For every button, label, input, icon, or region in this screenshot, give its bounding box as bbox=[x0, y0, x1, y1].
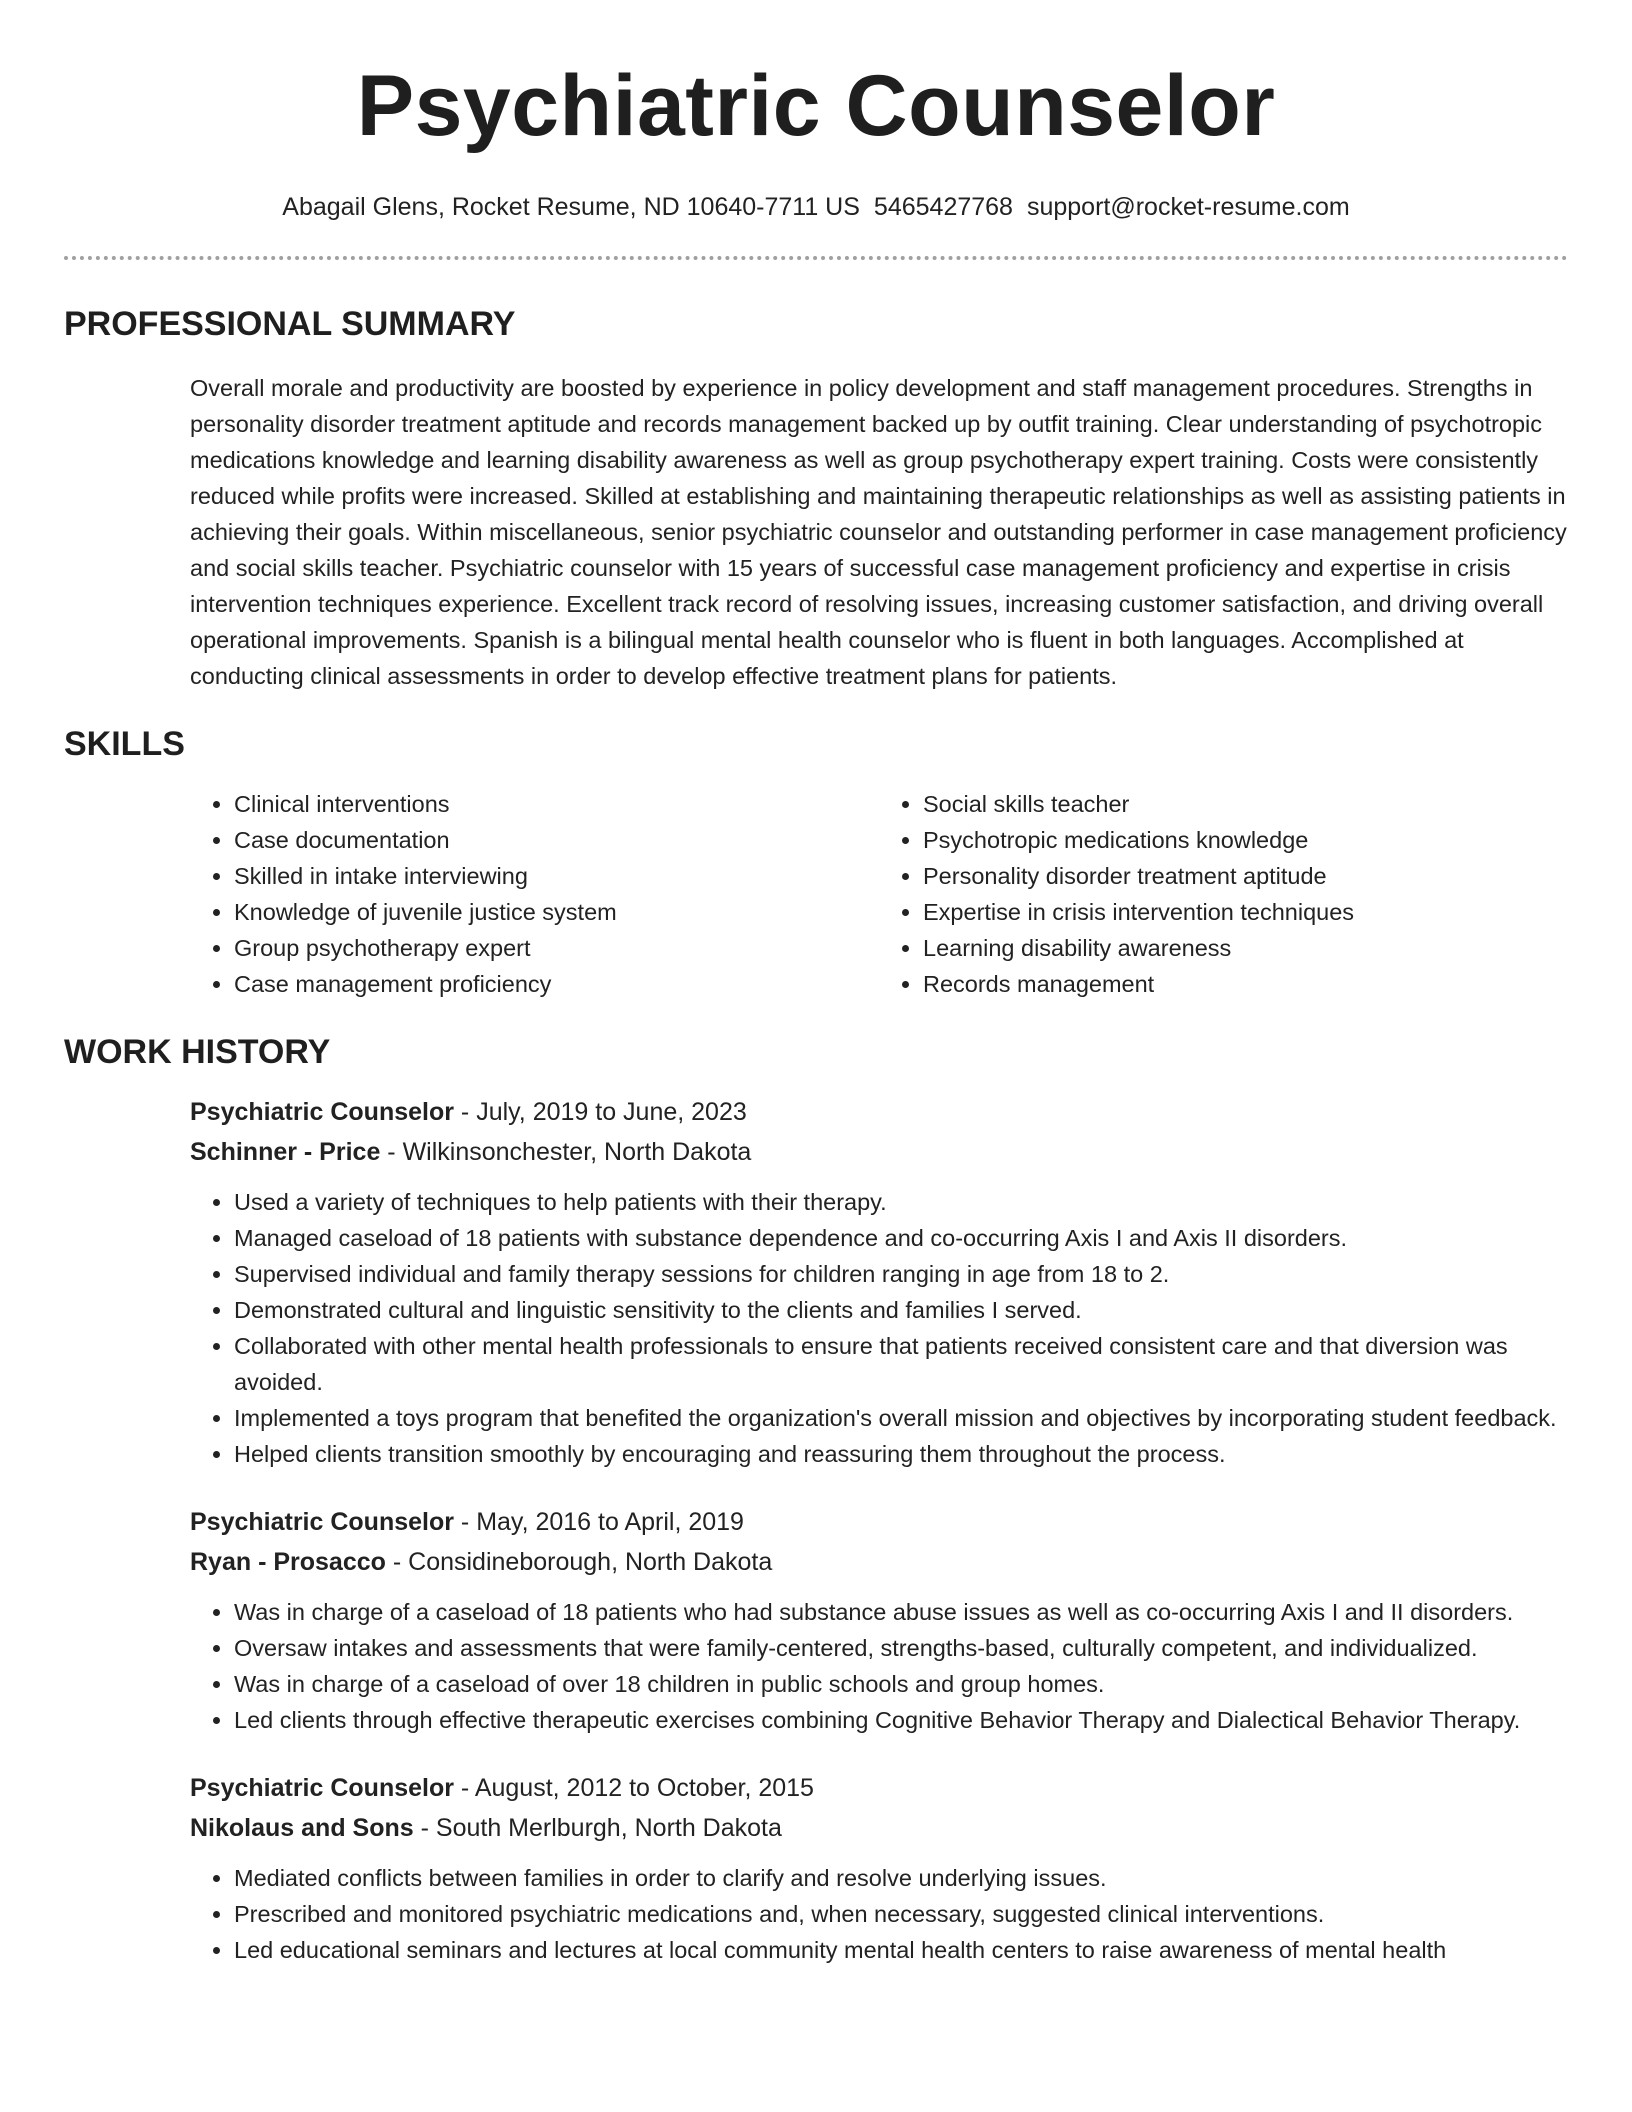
skills-heading: SKILLS bbox=[64, 725, 185, 763]
job-dates: - May, 2016 to April, 2019 bbox=[453, 1508, 744, 1536]
skill-item: • Skilled in intake interviewing bbox=[234, 858, 879, 894]
skill-item: • Case management proficiency bbox=[234, 966, 879, 1002]
job-bullet: • Led clients through effective therapeutic exercises combining Cognitive Behavior Therapy and Dialectical Behavior Therapy. bbox=[234, 1702, 1568, 1738]
job-entry bbox=[190, 1768, 1568, 1968]
job-dates: - July, 2019 to June, 2023 bbox=[453, 1098, 747, 1126]
job-company: Ryan - Prosacco bbox=[190, 1548, 386, 1576]
skill-item: • Knowledge of juvenile justice system bbox=[234, 894, 879, 930]
work-section bbox=[64, 1032, 1568, 1968]
job-entry bbox=[190, 1092, 1568, 1472]
contact-email[interactable]: support@rocket-resume.com bbox=[1026, 193, 1350, 221]
skill-item: • Social skills teacher bbox=[923, 786, 1568, 822]
contact-address: Abagail Glens, Rocket Resume, ND 10640-7711 US bbox=[282, 193, 860, 221]
skill-item: • Group psychotherapy expert bbox=[234, 930, 879, 966]
skill-item: • Personality disorder treatment aptitude bbox=[923, 858, 1568, 894]
job-bullet: • Helped clients transition smoothly by encouraging and reassuring them throughout the process. bbox=[234, 1436, 1568, 1472]
work-heading: WORK HISTORY bbox=[64, 1033, 331, 1071]
job-location: - Considineborough, North Dakota bbox=[385, 1548, 773, 1576]
job-bullet: • Used a variety of techniques to help patients with their therapy. bbox=[234, 1184, 1568, 1220]
job-bullet: • Prescribed and monitored psychiatric medications and, when necessary, suggested clinical interventions. bbox=[234, 1896, 1568, 1932]
skills-left-list bbox=[190, 786, 879, 1002]
contact-phone: 5465427768 bbox=[873, 193, 1013, 221]
job-title: Psychiatric Counselor bbox=[190, 1098, 454, 1126]
job-entry bbox=[190, 1502, 1568, 1738]
header-divider bbox=[64, 256, 1568, 260]
job-location: - South Merlburgh, North Dakota bbox=[413, 1814, 782, 1842]
skill-item: • Clinical interventions bbox=[234, 786, 879, 822]
job-bullets bbox=[190, 1860, 1568, 1968]
summary-heading: PROFESSIONAL SUMMARY bbox=[64, 305, 516, 343]
summary-section bbox=[64, 304, 1568, 694]
job-location: - Wilkinsonchester, North Dakota bbox=[380, 1138, 752, 1166]
skill-item: • Case documentation bbox=[234, 822, 879, 858]
job-dates: - August, 2012 to October, 2015 bbox=[453, 1774, 814, 1802]
job-company-line bbox=[190, 1808, 1568, 1848]
skills-columns bbox=[190, 786, 1568, 1002]
job-company-line bbox=[190, 1542, 1568, 1582]
job-bullet: • Mediated conflicts between families in order to clarify and resolve underlying issues. bbox=[234, 1860, 1568, 1896]
job-bullets bbox=[190, 1184, 1568, 1472]
job-bullet: • Led educational seminars and lectures at local community mental health centers to raise awareness of mental health bbox=[234, 1932, 1568, 1968]
skill-item: • Psychotropic medications knowledge bbox=[923, 822, 1568, 858]
job-company: Nikolaus and Sons bbox=[190, 1814, 414, 1842]
job-title: Psychiatric Counselor bbox=[190, 1774, 454, 1802]
job-company: Schinner - Price bbox=[190, 1138, 381, 1166]
job-company-line bbox=[190, 1132, 1568, 1172]
job-bullet: • Supervised individual and family therapy sessions for children ranging in age from 18 to 2. bbox=[234, 1256, 1568, 1292]
skills-section bbox=[64, 724, 1568, 1002]
skill-item: • Learning disability awareness bbox=[923, 930, 1568, 966]
job-bullets bbox=[190, 1594, 1568, 1738]
resume-name: Psychiatric Counselor bbox=[356, 58, 1276, 154]
job-title: Psychiatric Counselor bbox=[190, 1508, 454, 1536]
resume-page bbox=[64, 0, 1568, 1968]
job-bullet: • Was in charge of a caseload of 18 patients who had substance abuse issues as well as co-occurring Axis I and II disorders. bbox=[234, 1594, 1568, 1630]
job-bullet: • Oversaw intakes and assessments that were family-centered, strengths-based, culturally competent, and individualized. bbox=[234, 1630, 1568, 1666]
skill-item: • Expertise in crisis intervention techniques bbox=[923, 894, 1568, 930]
contact-line bbox=[64, 192, 1568, 222]
job-bullet: • Collaborated with other mental health professionals to ensure that patients received consistent care and that diversion was avoided. bbox=[234, 1328, 1568, 1400]
skills-right-list bbox=[879, 786, 1568, 1002]
job-bullet: • Was in charge of a caseload of over 18 children in public schools and group homes. bbox=[234, 1666, 1568, 1702]
job-title-line bbox=[190, 1502, 1568, 1542]
job-bullet: • Managed caseload of 18 patients with substance dependence and co-occurring Axis I and Axis II disorders. bbox=[234, 1220, 1568, 1256]
job-title-line bbox=[190, 1092, 1568, 1132]
job-bullet: • Demonstrated cultural and linguistic sensitivity to the clients and families I served. bbox=[234, 1292, 1568, 1328]
skill-item: • Records management bbox=[923, 966, 1568, 1002]
job-bullet: • Implemented a toys program that benefited the organization's overall mission and objectives by incorporating student feedback. bbox=[234, 1400, 1568, 1436]
job-title-line bbox=[190, 1768, 1568, 1808]
summary-text: Overall morale and productivity are boosted by experience in policy development and staff management procedures. Strengths in personality disorder treatment aptitude and records management backed up by outfit training. Clear understanding of psychotropic medications knowledge and learning disability awareness as well as group psychotherapy expert training. Costs were consistently reduced while profits were increased. Skilled at establishing and maintaining therapeutic relationships as well as assisting patients in achieving their goals. Within miscellaneous, senior psychiatric counselor and outstanding performer in case management proficiency and social skills teacher. Psychiatric counselor with 15 years of successful case management proficiency and expertise in crisis intervention techniques experience. Excellent track record of resolving issues, increasing customer satisfaction, and driving overall operational improvements. Spanish is a bilingual mental health counselor who is fluent in both languages. Accomplished at conducting clinical assessments in order to develop effective treatment plans for patients. bbox=[190, 375, 1567, 689]
